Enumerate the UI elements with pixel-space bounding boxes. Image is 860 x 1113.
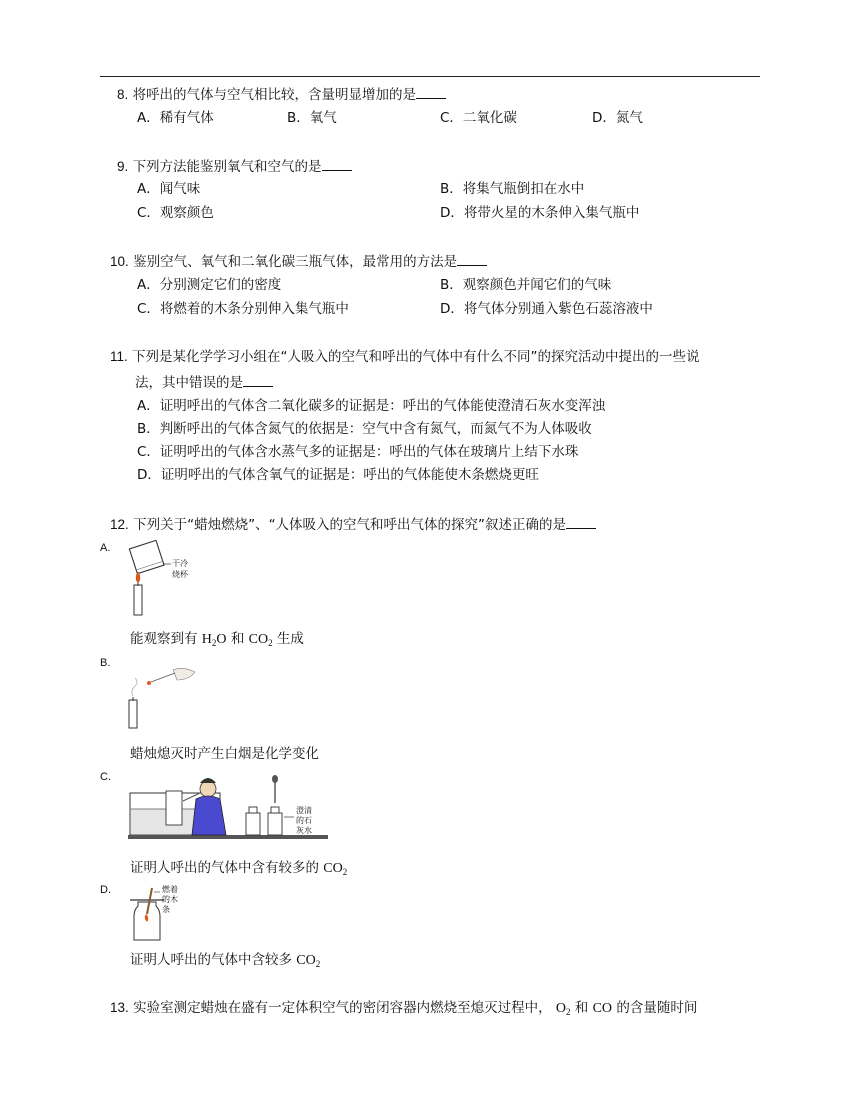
question-stem: 法，其中错误的是 [135, 375, 243, 391]
option-a-letter[interactable]: A. [100, 542, 111, 554]
question-stem: 鉴别空气、氧气和二氧化碳三瓶气体，最常用的方法是 [133, 254, 458, 270]
figure-label: 灰水 [296, 826, 312, 835]
answer-blank[interactable] [322, 158, 352, 171]
answer-blank[interactable] [457, 253, 487, 266]
option-b-text[interactable]: 蜡烛熄灭时产生白烟是化学变化 [130, 746, 319, 762]
figure-label: 燃着 [162, 885, 178, 894]
option-a-text[interactable]: 能观察到有 $H_2O$ 和 $CO_2$ 生成 [130, 631, 304, 648]
option-b[interactable]: B．将集气瓶倒扣在水中 [440, 181, 585, 197]
question-8 [117, 86, 446, 103]
option-b[interactable]: B．判断呼出的气体含氮气的依据是：空气中含有氮气，而氮气不为人体吸收 [137, 421, 592, 437]
question-number: 10. [110, 254, 129, 269]
option-b-letter[interactable]: B. [100, 657, 111, 669]
option-c[interactable]: C．观察颜色 [137, 205, 214, 221]
figure-label: 烧杯 [172, 570, 188, 579]
option-d-text[interactable]: 证明人呼出的气体中含较多 $CO_2$ [130, 952, 321, 969]
option-b[interactable]: B．观察颜色并闻它们的气味 [440, 277, 612, 293]
figure-label: 的木 [162, 895, 178, 904]
question-number: 13. [110, 1000, 129, 1015]
option-c[interactable]: C．证明呼出的气体含水蒸气多的证据是：呼出的气体在玻璃片上结下水珠 [137, 444, 579, 460]
question-11 [110, 349, 700, 365]
question-stem: 将呼出的气体与空气相比较，含量明显增加的是 [132, 87, 417, 103]
figure-label: 条 [162, 905, 170, 914]
option-a[interactable]: A．稀有气体 [137, 110, 214, 126]
question-13: 13. 实验室测定蜡烛在盛有一定体积空气的密闭容器内燃烧至熄灭过程中， $O_2$ 和 CO 的含量随时间 [110, 1000, 698, 1017]
answer-blank[interactable] [566, 516, 596, 529]
figure-label: 的石 [296, 816, 312, 825]
option-c-letter[interactable]: C. [100, 771, 111, 783]
option-a[interactable]: A．闻气味 [137, 181, 201, 197]
answer-blank[interactable] [243, 374, 273, 387]
question-number: 9. [117, 159, 129, 174]
option-d[interactable]: D．将气体分别通入紫色石蕊溶液中 [440, 301, 653, 317]
question-number: 12. [110, 517, 129, 532]
option-d-letter[interactable]: D. [100, 884, 111, 896]
option-a[interactable]: A．分别测定它们的密度 [137, 277, 282, 293]
question-stem: 下列方法能鉴别氧气和空气的是 [132, 159, 322, 175]
question-number: 8. [117, 87, 129, 102]
figure-label: 干冷 [172, 559, 188, 568]
option-a[interactable]: A．证明呼出的气体含二氧化碳多的证据是：呼出的气体能使澄清石灰水变浑浊 [137, 398, 606, 414]
question-11-line2 [135, 374, 273, 391]
question-stem: 下列关于“蜡烛燃烧”、“人体吸入的空气和呼出气体的探究”叙述正确的是 [133, 517, 567, 533]
option-d[interactable]: D．证明呼出的气体含氧气的证据是：呼出的气体能使木条燃烧更旺 [137, 467, 539, 483]
question-stem: 实验室测定蜡烛在盛有一定体积空气的密闭容器内燃烧至熄灭过程中， [133, 1000, 552, 1016]
question-9 [117, 158, 352, 175]
option-d[interactable]: D．氮气 [592, 110, 643, 126]
answer-blank[interactable] [416, 86, 446, 99]
option-c[interactable]: C．二氧化碳 [440, 110, 517, 126]
question-stem: 下列是某化学学习小组在“人吸入的空气和呼出的气体中有什么不同”的探究活动中提出的一些说 [132, 349, 700, 365]
question-10 [110, 253, 487, 270]
extinguished-candle-figure [125, 660, 200, 730]
beaker-over-candle-figure [125, 540, 185, 620]
question-number: 11. [110, 349, 128, 364]
figure-label: 澄清 [296, 806, 312, 815]
header-rule [100, 76, 760, 77]
option-c-text[interactable]: 证明人呼出的气体中含有较多的 $CO_2$ [130, 860, 348, 877]
option-c[interactable]: C．将燃着的木条分别伸入集气瓶中 [137, 301, 349, 317]
option-d[interactable]: D．将带火星的木条伸入集气瓶中 [440, 205, 640, 221]
option-b[interactable]: B．氧气 [287, 110, 337, 126]
question-12 [110, 516, 596, 533]
